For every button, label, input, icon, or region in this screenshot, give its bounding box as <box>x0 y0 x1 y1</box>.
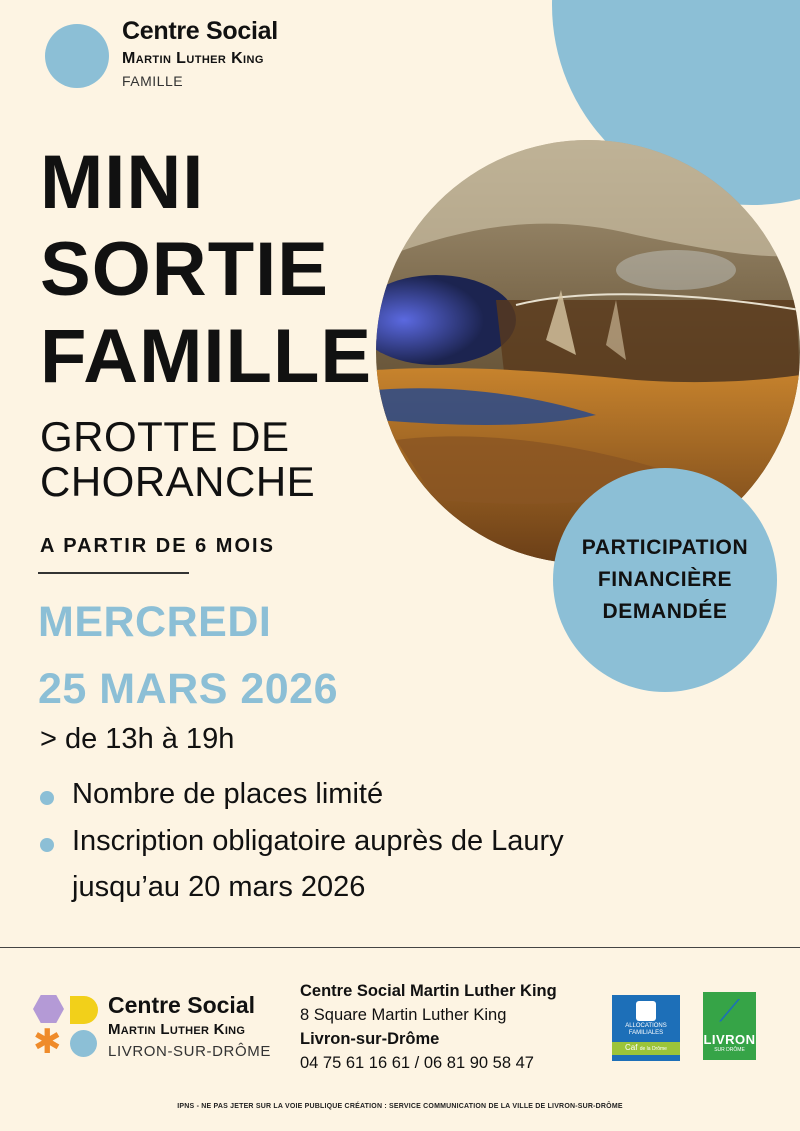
bullet-text-1: Nombre de places limité <box>72 778 384 810</box>
event-date: 25 MARS 2026 <box>38 665 338 713</box>
bullet-text-2: Inscription obligatoire auprès de Laury <box>72 825 564 857</box>
footer-divider <box>0 947 800 948</box>
participation-line-3: DEMANDÉE <box>602 600 728 623</box>
caf-emblem-icon <box>636 1001 656 1021</box>
header-logo-dot <box>45 24 109 88</box>
header-brand-name: Centre Social <box>122 17 278 45</box>
livron-name: LIVRON <box>703 1032 756 1047</box>
address-street: 8 Square Martin Luther King <box>300 1006 507 1024</box>
subtitle-line-1: GROTTE DE <box>40 413 290 460</box>
livron-mark-icon: ⟋ <box>719 995 740 1028</box>
bullet-dot <box>40 791 54 805</box>
subtitle-line-2: CHORANCHE <box>40 458 316 505</box>
footer-brand-town: LIVRON-SUR-DRÔME <box>108 1043 271 1060</box>
half-circle-icon <box>70 996 98 1024</box>
asterisk-icon: ✱ <box>33 1023 62 1061</box>
divider <box>38 572 189 574</box>
title-line-2: SORTIE <box>40 227 329 312</box>
hexagon-icon <box>33 995 64 1023</box>
livron-sub: SUR DRÔME <box>714 1047 745 1053</box>
circle-icon <box>70 1030 97 1057</box>
livron-logo <box>703 992 756 1060</box>
address-name: Centre Social Martin Luther King <box>300 982 557 1000</box>
title-line-1: MINI <box>40 140 205 225</box>
address-city: Livron-sur-Drôme <box>300 1030 440 1048</box>
participation-line-1: PARTICIPATION <box>581 536 749 559</box>
phone-numbers: 04 75 61 16 61 / 06 81 90 58 47 <box>300 1054 534 1072</box>
footer-brand-subname: Martin Luther King <box>108 1021 246 1038</box>
header-brand-subname: Martin Luther King <box>122 50 264 67</box>
header-brand-tag: FAMILLE <box>122 73 184 89</box>
title-line-3: FAMILLE <box>40 314 373 399</box>
caf-logo <box>612 995 680 1061</box>
bullet-text-3: jusqu’au 20 mars 2026 <box>72 871 366 903</box>
age-requirement: A PARTIR DE 6 MOIS <box>40 535 275 557</box>
event-time: > de 13h à 19h <box>40 723 235 755</box>
caf-line-3: Caf de la Drôme <box>612 1042 680 1055</box>
bullet-dot <box>40 838 54 852</box>
footer-brand-name: Centre Social <box>108 992 255 1018</box>
caf-line-1: ALLOCATIONS <box>625 1023 667 1029</box>
fine-print: IPNS - NE PAS JETER SUR LA VOIE PUBLIQUE CRÉATION : SERVICE COMMUNICATION DE LA VILLE DE LIVRON-SUR-DRÔME <box>177 1103 623 1110</box>
caf-line-2: FAMILIALES <box>628 1030 664 1036</box>
participation-badge <box>553 468 777 692</box>
participation-line-2: FINANCIÈRE <box>597 568 733 591</box>
event-day: MERCREDI <box>38 598 272 646</box>
